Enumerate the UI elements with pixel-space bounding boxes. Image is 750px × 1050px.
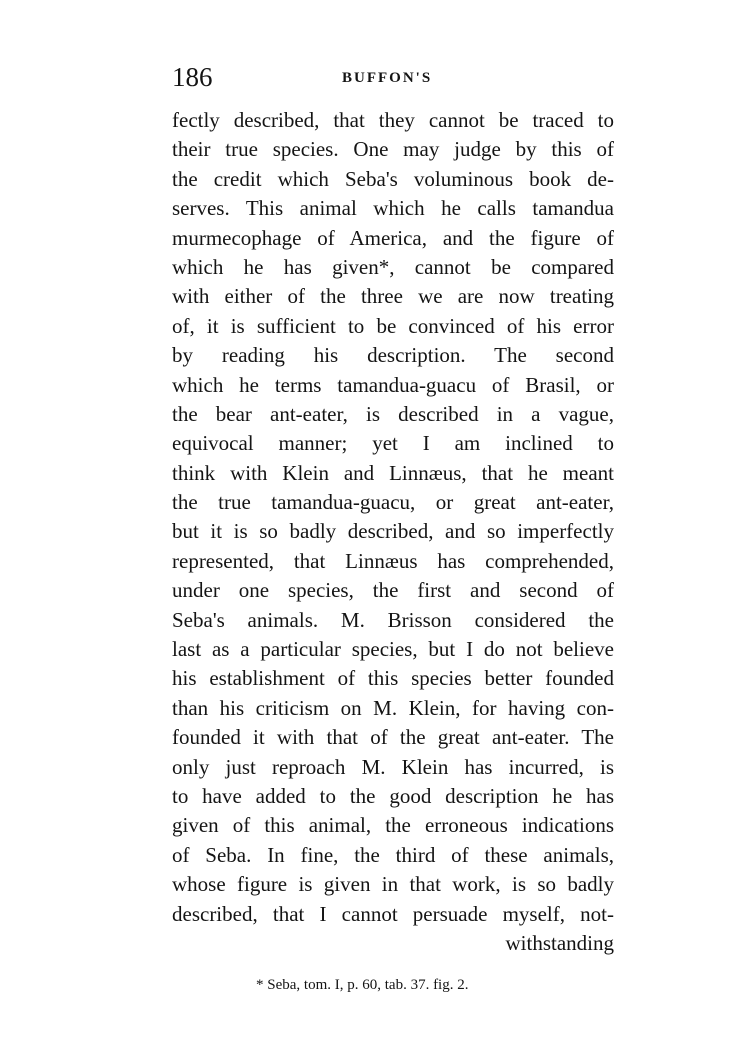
- text-line: which he has given*, cannot be compared: [172, 254, 614, 279]
- footnote: * Seba, tom. I, p. 60, tab. 37. fig. 2.: [256, 977, 469, 993]
- text-line: with either of the three we are now treating: [172, 284, 614, 309]
- text-line: equivocal manner; yet I am inclined to: [172, 431, 614, 456]
- text-line: serves. This animal which he calls tamandua: [172, 196, 614, 221]
- body-text: [172, 106, 614, 958]
- text-line: murmecophage of America, and the figure of: [172, 225, 614, 250]
- text-line: whose figure is given in that work, is so badly: [172, 872, 614, 897]
- text-line: fectly described, that they cannot be traced to: [172, 108, 614, 132]
- running-head: BUFFON'S: [342, 70, 433, 86]
- text-line: than his criticism on M. Klein, for having con-: [172, 695, 614, 720]
- text-line: only just reproach M. Klein has incurred, is: [172, 754, 614, 779]
- text-line: given of this animal, the erroneous indications: [172, 813, 614, 838]
- text-line: described, that I cannot persuade myself, not-: [172, 901, 614, 926]
- text-line: withstanding: [505, 930, 614, 955]
- text-line: think with Klein and Linnæus, that he meant: [172, 460, 614, 485]
- text-line: to have added to the good description he has: [172, 783, 614, 808]
- text-line: his establishment of this species better founded: [172, 666, 614, 691]
- text-line: but it is so badly described, and so imperfectly: [172, 519, 614, 544]
- page-header: [172, 62, 612, 92]
- text-line: under one species, the first and second of: [172, 578, 614, 603]
- page-number: 186: [172, 62, 213, 92]
- text-line: which he terms tamandua-guacu of Brasil, or: [172, 372, 614, 397]
- text-line: of Seba. In fine, the third of these animals,: [172, 842, 614, 867]
- text-line: Seba's animals. M. Brisson considered the: [172, 607, 614, 632]
- text-line: their true species. One may judge by this of: [172, 137, 614, 162]
- text-line: the bear ant-eater, is described in a vague,: [172, 401, 614, 426]
- text-line: the credit which Seba's voluminous book de-: [172, 166, 614, 191]
- text-line: last as a particular species, but I do not believe: [172, 637, 614, 662]
- text-line: represented, that Linnæus has comprehended,: [172, 548, 614, 573]
- text-line: the true tamandua-guacu, or great ant-eater,: [172, 490, 614, 515]
- text-line: founded it with that of the great ant-eater. The: [172, 725, 614, 750]
- text-line: by reading his description. The second: [172, 343, 614, 368]
- text-line: of, it is sufficient to be convinced of his error: [172, 313, 614, 338]
